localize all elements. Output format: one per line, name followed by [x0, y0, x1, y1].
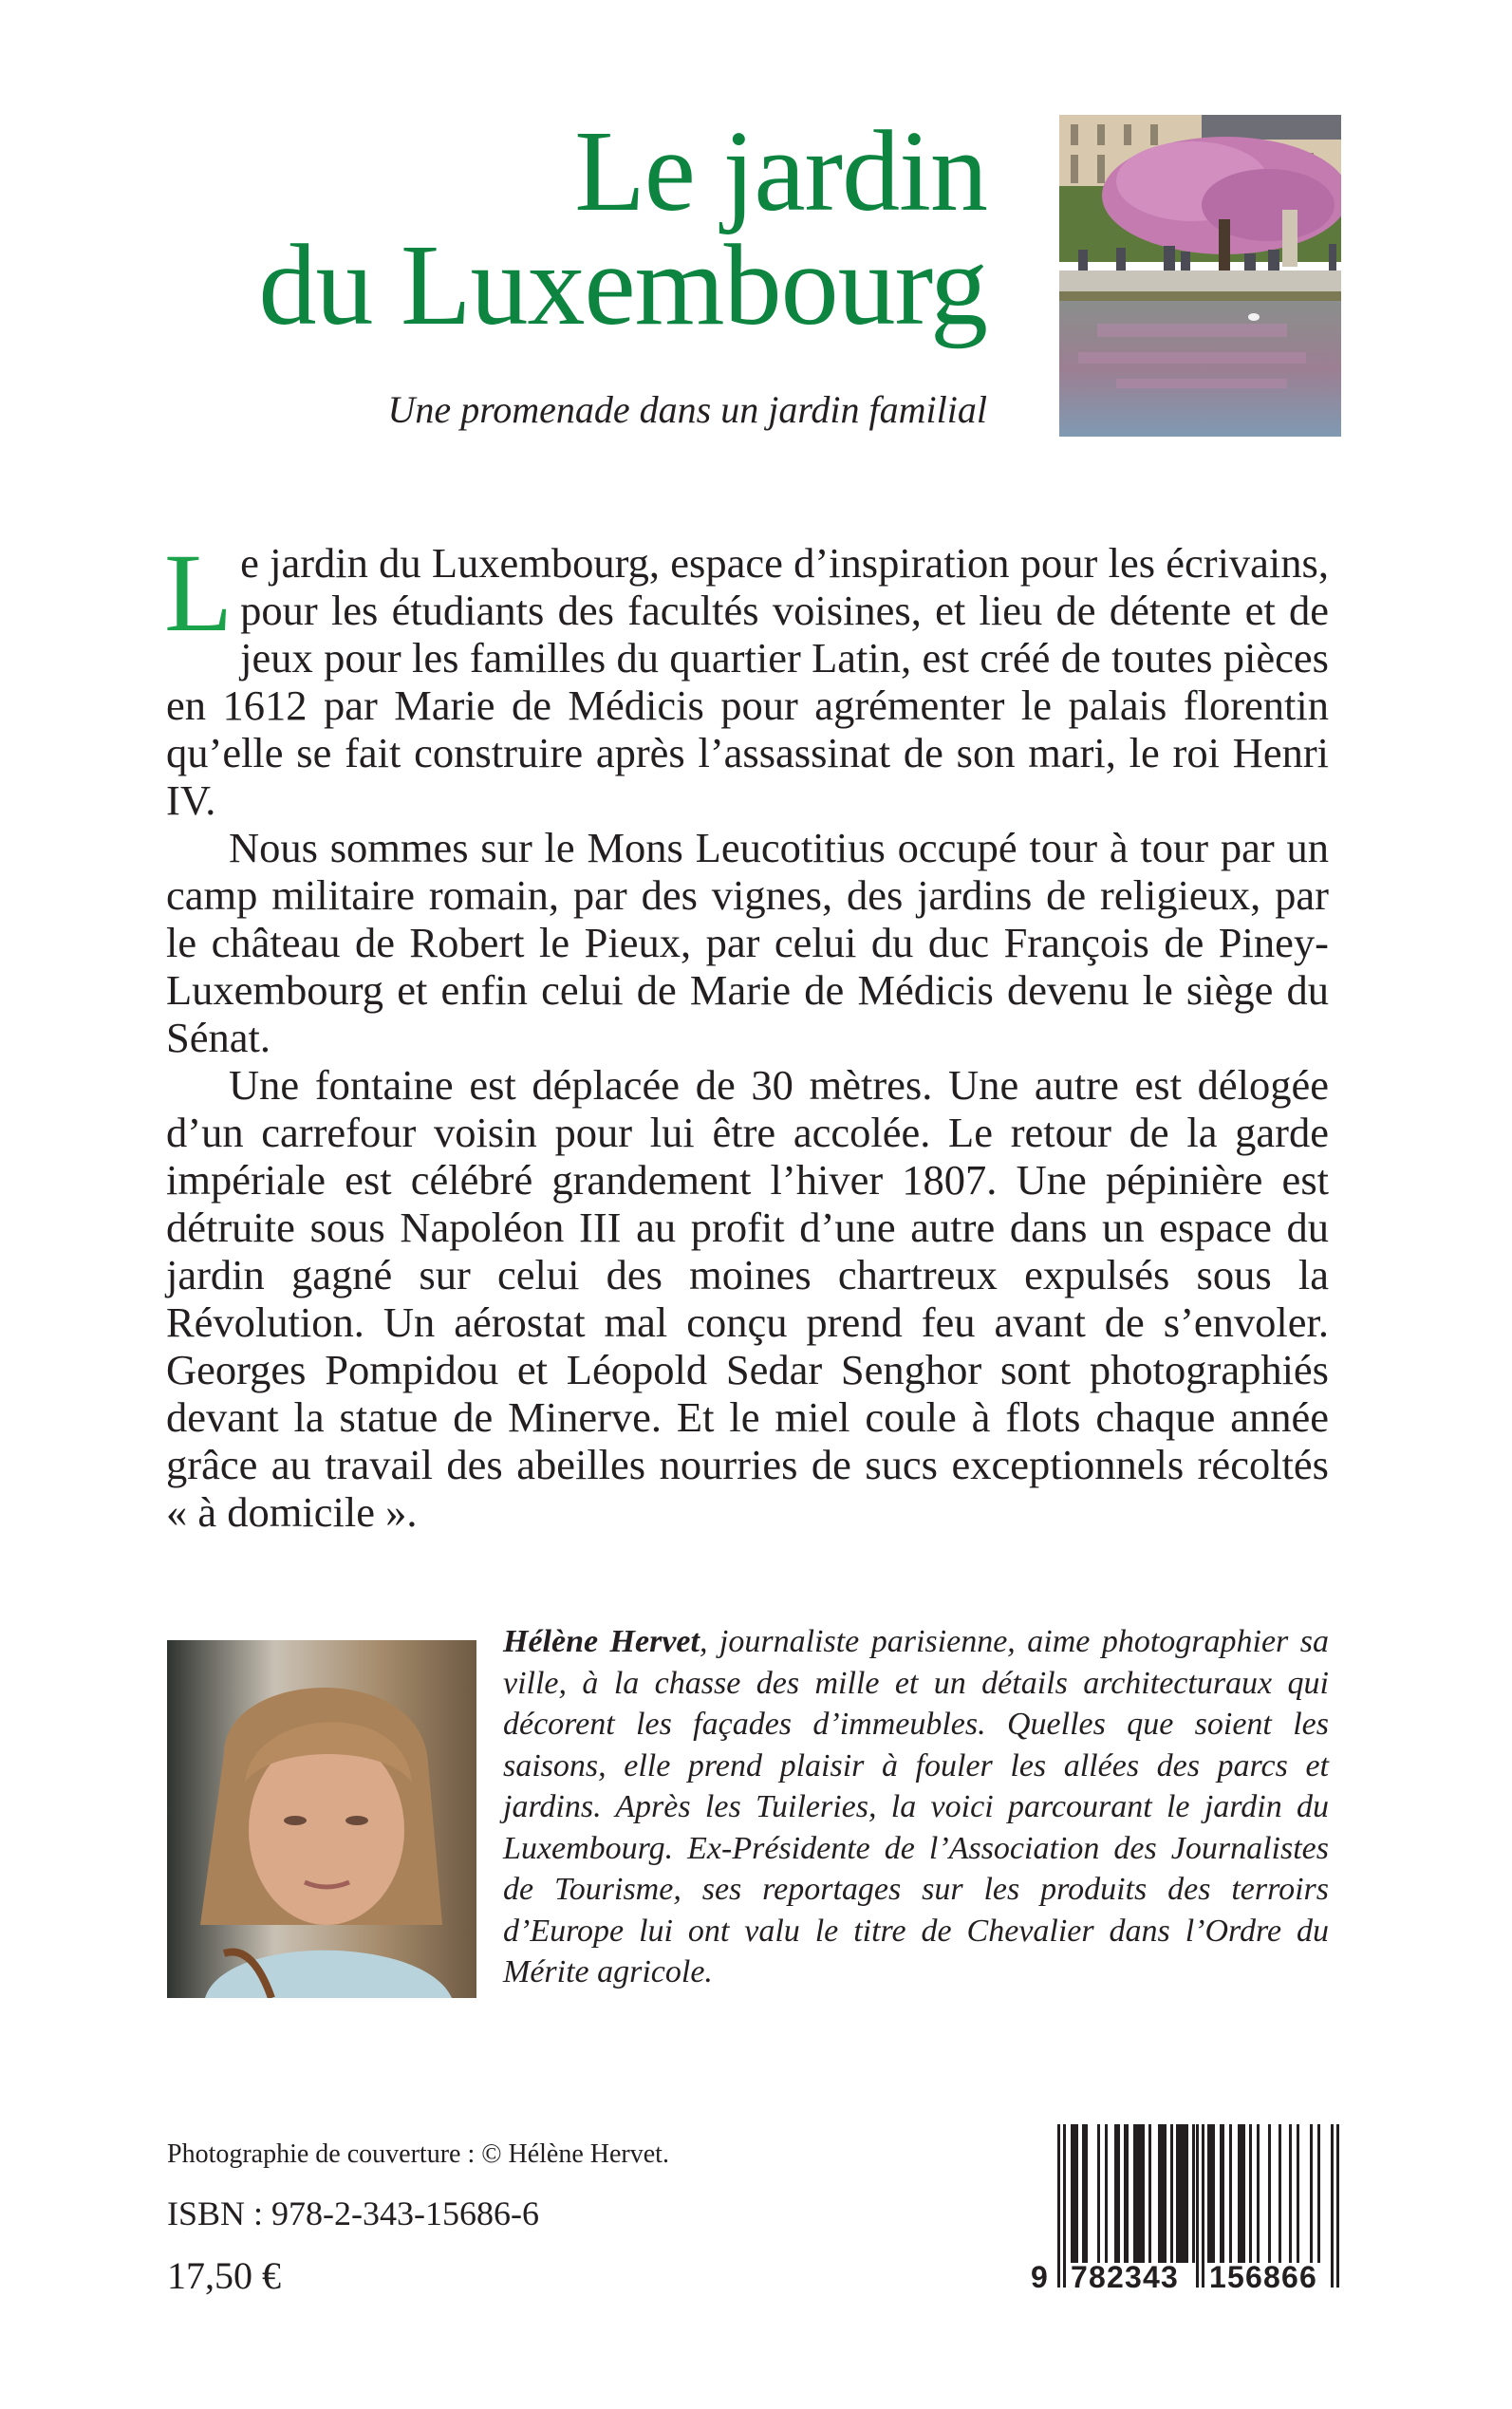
author-bio — [503, 1621, 1329, 1993]
author-name: Hélène Hervet — [503, 1624, 700, 1659]
cover-photo — [1059, 115, 1341, 437]
isbn-barcode — [1027, 2122, 1345, 2293]
blurb-paragraph-2: Nous sommes sur le Mons Leucotitius occupé tour à tour par un camp militaire romain, par des vignes, des jardins de religieux, par le château de Robert le Pieux, par celui du duc François de Piney-Luxembourg et enfin celui de Marie de Médicis devenu le siège du Sénat. — [166, 824, 1329, 1061]
drop-cap: L — [164, 531, 233, 655]
barcode-digits: 9 7 8 2 3 4 3 1 5 6 8 6 6 — [1031, 2260, 1316, 2294]
garden-photo-illustration — [1059, 115, 1341, 437]
author-photo — [167, 1640, 476, 1998]
isbn: ISBN : 978-2-343-15686-6 — [167, 2194, 539, 2232]
blurb-paragraph-3: Une fontaine est déplacée de 30 mètres. Une autre est délogée d’un carrefour voisin pour lui être accolée. Le retour de la garde impériale est célébré grandement l’hiver 1807. Une pépinière est détruite sous Napoléon III au profit d’une autre dans un espace du jardin gagné sur celui des moines chartreux expulsés sous la Révolution. Un aérostat mal conçu prend feu avant de s’envoler. Georges Pompidou et Léopold Sedar Senghor sont photographiés devant la statue de Minerve. Et le miel coule à flots chaque année grâce au travail des abeilles nourries de sucs exceptionnels récoltés « à domicile ». — [166, 1061, 1329, 1536]
book-title-line-2: du Luxembourg — [258, 221, 987, 349]
blurb-paragraph-1: Le jardin du Luxembourg, espace d’inspiration pour les écrivains, pour les étudiants des facultés voisines, et lieu de détente et de jeux pour les familles du quartier Latin, est créé de toutes pièces en 1612 par Marie de Médicis pour agrémenter le palais florentin qu’elle se fait construire après l’assassinat de son mari, le roi Henri IV. — [164, 531, 1329, 824]
book-title-line-1: Le jardin — [574, 107, 987, 235]
price: 17,50 € — [167, 2254, 281, 2297]
photo-credit: Photographie de couverture : © Hélène Hervet. — [167, 2139, 669, 2169]
blurb — [164, 531, 1329, 1536]
author-bio-text: , journaliste parisienne, aime photographier sa ville, à la chasse des mille et un détails architecturaux qui décorent les façades d’immeubles. Quelles que soient les saisons, elle prend plaisir à fouler les allées des parcs et jardins. Après les Tuileries, la voici parcourant le jardin du Luxembourg. Ex-Présidente de l’Association des Journalistes de Tourisme, ses reportages sur les produits des terroirs d’Europe lui ont valu le titre de Chevalier dans l’Ordre du Mérite agricole. — [503, 1624, 1329, 1989]
author-portrait-illustration — [167, 1640, 476, 1998]
book-subtitle: Une promenade dans un jardin familial — [387, 388, 987, 431]
